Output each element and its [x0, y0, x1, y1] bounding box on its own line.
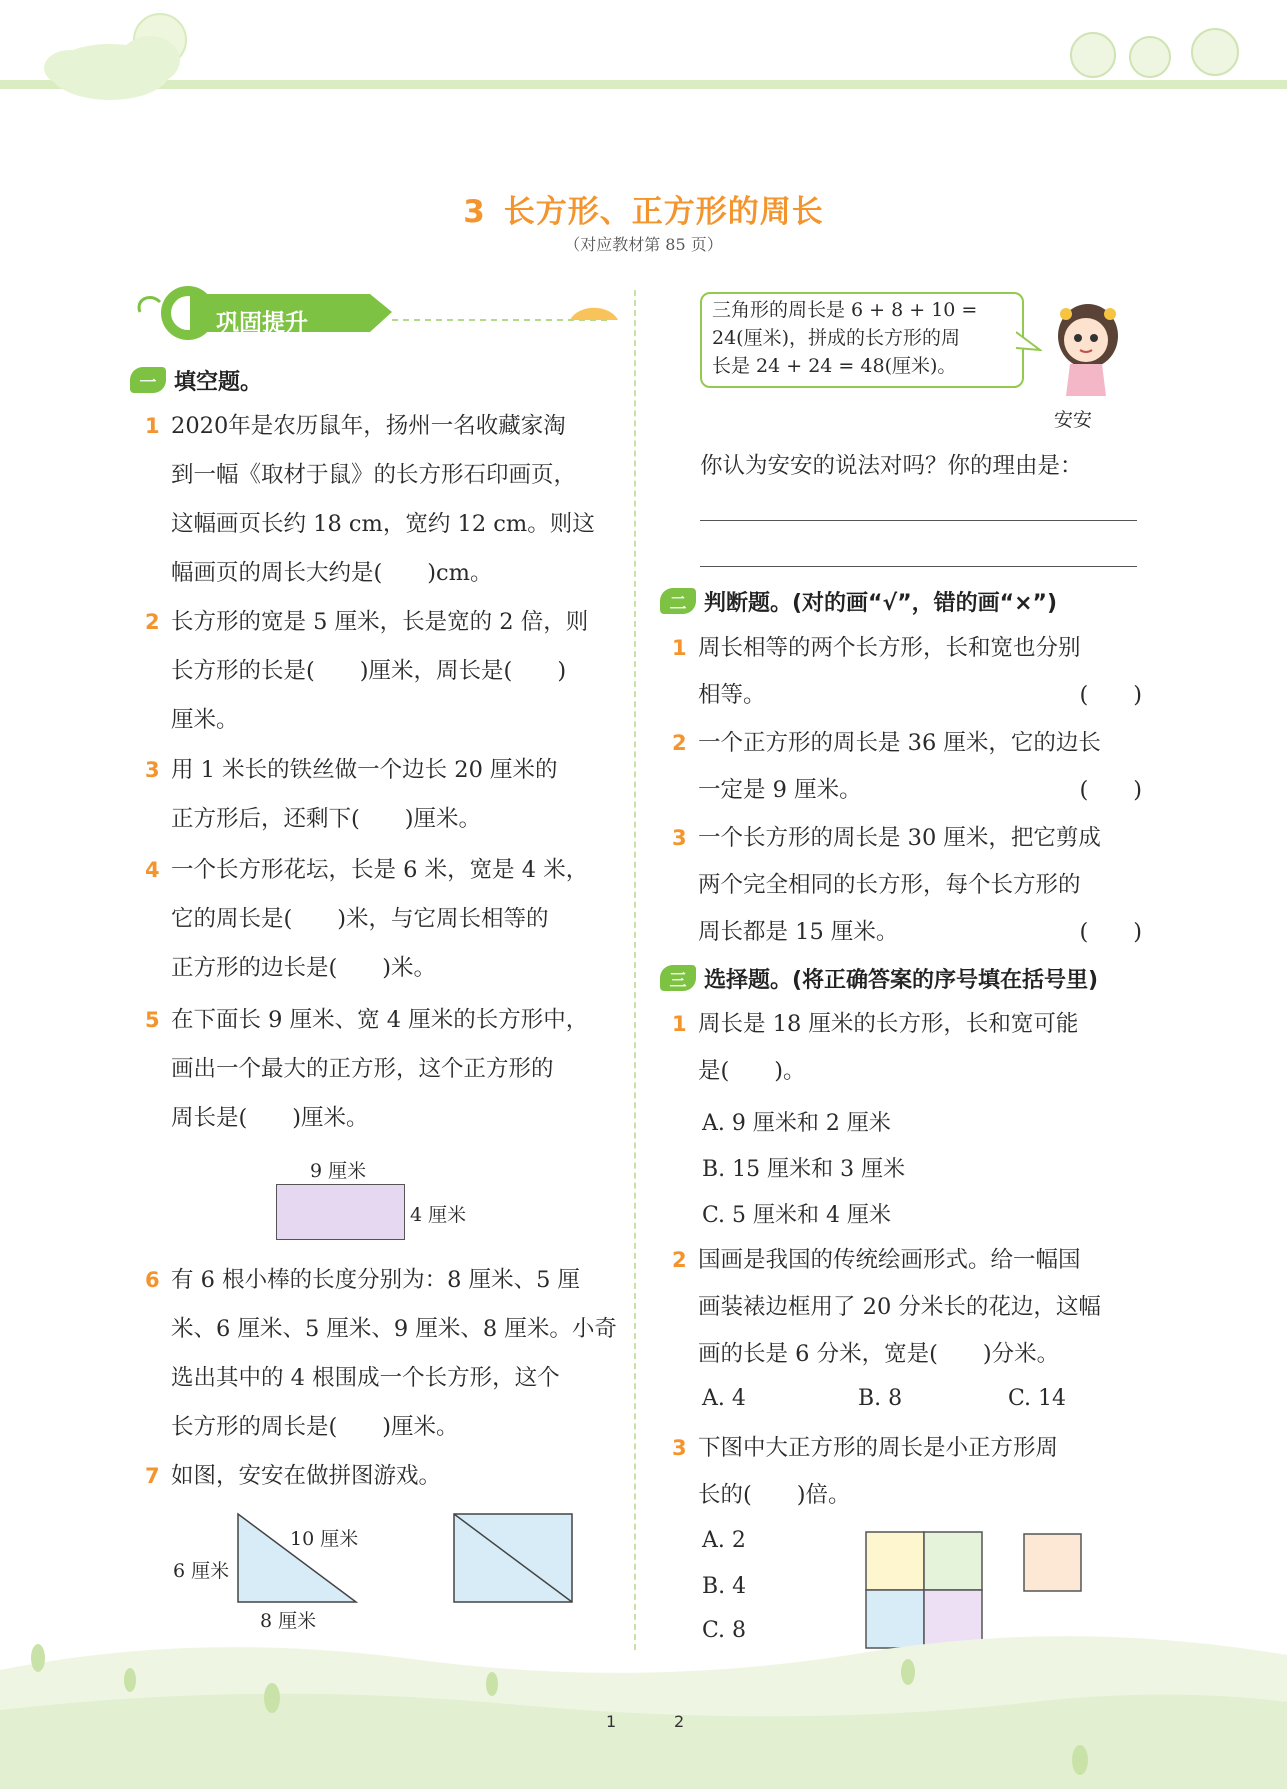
page-title: 3 长方形、正方形的周长 [463, 194, 824, 230]
question-1-3: 3 用 1 米长的铁丝做一个边长 20 厘米的 正方形后，还剩下( )厘米。 [145, 757, 558, 832]
animal-faces-icon [1071, 29, 1238, 77]
option-a[interactable]: A. 4 [702, 1386, 746, 1411]
fig5-top-label: 9 厘米 [310, 1160, 367, 1182]
girl-anan-icon [1040, 296, 1126, 406]
option-c[interactable]: C. 14 [1008, 1386, 1067, 1411]
section-title: 选择题。(将正确答案的序号填在括号里) [704, 967, 1099, 993]
option-c[interactable]: C. 5 厘米和 4 厘米 [702, 1203, 892, 1228]
section-3-header [660, 963, 1098, 993]
small-square [1024, 1534, 1081, 1591]
square-yellow [866, 1532, 924, 1590]
fig5-side-label: 4 厘米 [410, 1204, 467, 1226]
question-2-3: 3 一个长方形的周长是 30 厘米，把它剪成 两个完全相同的长方形，每个长方形的 周长都是 15 厘米。 ( ) [672, 814, 1142, 956]
column-divider [634, 290, 636, 1650]
section-badge: 一 [130, 367, 166, 393]
option-a[interactable]: A. 9 厘米和 2 厘米 [702, 1111, 891, 1136]
question-3-3: 3 下图中大正方形的周长是小正方形周 长的( )倍。 [672, 1435, 1059, 1508]
section-title: 判断题。(对的画“√”，错的画“×”) [704, 590, 1058, 616]
section-1-header [130, 365, 262, 395]
option-b[interactable]: B. 8 [858, 1386, 903, 1411]
cloud-icon [44, 36, 180, 100]
question-1-2: 2 长方形的宽是 5 厘米，长是宽的 2 倍，则 长方形的长是( )厘米，周长是( ) 厘米。 [145, 609, 589, 733]
answer-paren[interactable]: ( ) [1079, 777, 1142, 803]
question-3-1: 1 周长是 18 厘米的长方形，长和宽可能 是( )。 [672, 1011, 1079, 1084]
question-3-2: 2 国画是我国的传统绘画形式。给一幅国 画装裱边框用了 20 分米长的花边，这幅 画的长是 6 分米，宽是( )分米。 [672, 1247, 1101, 1367]
question-1-6: 6 有 6 根小棒的长度分别为：8 厘米、5 厘 米、6 厘米、5 厘米、9 厘米、8 厘米。小奇 选出其中的 4 根围成一个长方形，这个 长方形的周长是( )厘米。 [145, 1267, 617, 1440]
fig7-bottom-label: 8 厘米 [260, 1610, 317, 1632]
question-2-1: 1 周长相等的两个长方形，长和宽也分别 相等。 ( ) [672, 624, 1142, 720]
option-c[interactable]: C. 8 [702, 1618, 747, 1643]
page-number-left: 1 [606, 1712, 617, 1731]
header-decoration [0, 0, 1287, 110]
question-1-5: 5 在下面长 9 厘米、宽 4 厘米的长方形中， 画出一个最大的正方形，这个正方形的 周长是( )厘米。 [145, 1007, 589, 1131]
answer-line-1[interactable] [700, 520, 1137, 521]
question-1-7: 7 如图，安安在做拼图游戏。 [145, 1463, 442, 1489]
option-b[interactable]: B. 15 厘米和 3 厘米 [702, 1157, 906, 1182]
speaker-name: 安安 [1054, 409, 1093, 431]
option-a[interactable]: A. 2 [702, 1528, 746, 1553]
bubble-text: 三角形的周长是 6 + 8 + 10 = 24(厘米)，拼成的长方形的周 长是 24 + 24 = 48(厘米)。 [712, 299, 978, 377]
section-title: 填空题。 [174, 369, 263, 395]
q7-prompt: 你认为安安的说法对吗？你的理由是： [700, 453, 1083, 479]
section-badge: 三 [660, 965, 696, 991]
page-subtitle: （对应教材第 85 页） [564, 235, 723, 254]
fig5-rectangle [276, 1184, 405, 1240]
fig7-left-label: 6 厘米 [173, 1560, 230, 1582]
section-badge: 二 [660, 588, 696, 614]
fig7-hyp-label: 10 厘米 [290, 1528, 359, 1550]
option-b[interactable]: B. 4 [702, 1574, 747, 1599]
banner-label: 巩固提升 [216, 310, 308, 336]
answer-paren[interactable]: ( ) [1079, 919, 1142, 945]
footer-hills [0, 1610, 1287, 1789]
question-1-1: 1 2020年是农历鼠年，扬州一名收藏家淘 到一幅《取材于鼠》的长方形石印画页， 这幅画页长约 18 cm，宽约 12 cm。则这 幅画页的周长大约是( )cm。 [145, 413, 595, 586]
answer-line-2[interactable] [700, 566, 1137, 567]
question-1-4: 4 一个长方形花坛，长是 6 米，宽是 4 米， 它的周长是( )米，与它周长相等的 正方形的边长是( )米。 [145, 857, 589, 981]
page-number-right: 2 [674, 1712, 685, 1731]
section-banner [130, 282, 620, 342]
fig7-shapes [230, 1508, 590, 1608]
question-2-2: 2 一个正方形的周长是 36 厘米，它的边长 一定是 9 厘米。 ( ) [672, 719, 1142, 815]
section-2-header [660, 586, 1057, 616]
answer-paren[interactable]: ( ) [1079, 682, 1142, 708]
square-green [924, 1532, 982, 1590]
